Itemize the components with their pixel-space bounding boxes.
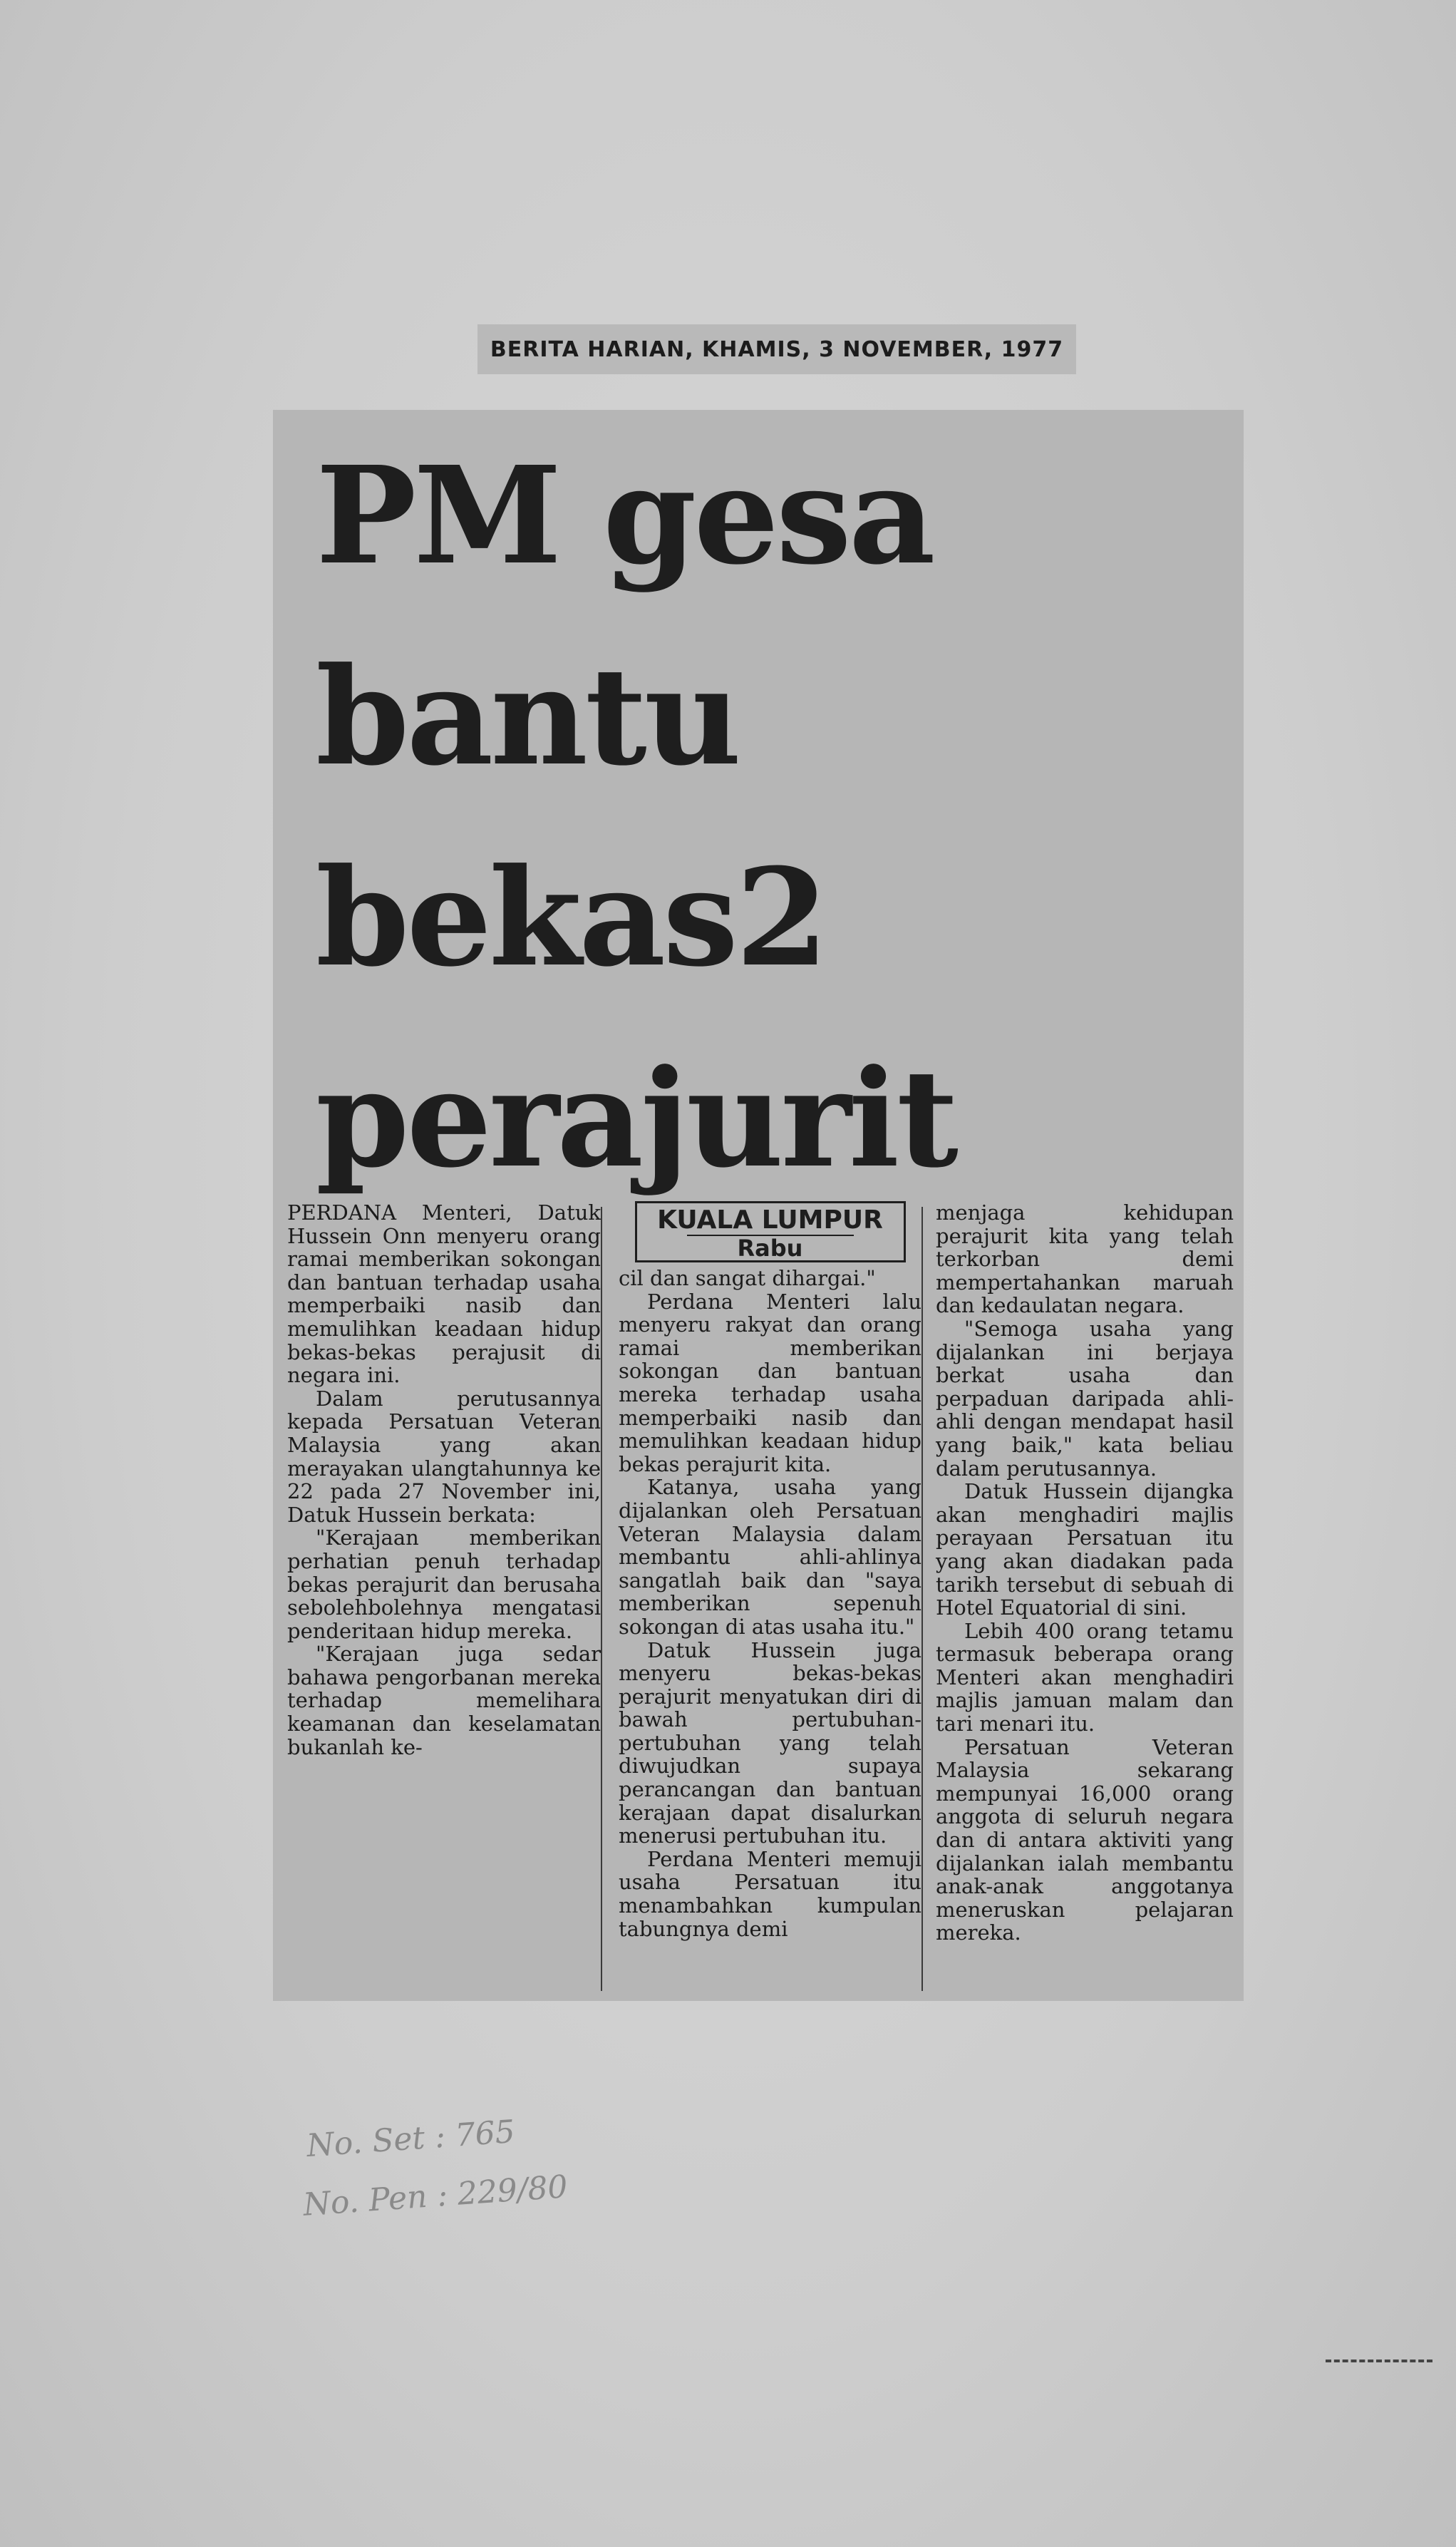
article-paragraph: menjaga kehidupan perajurit kita yang telah terkorban demi mempertahankan maruah dan kedaulatan negara. bbox=[936, 1200, 1234, 1318]
article-paragraph: Lebih 400 orang tetamu termasuk beberapa orang Menteri akan menghadiri majlis jamuan malam dan tari menari itu. bbox=[936, 1618, 1234, 1736]
article-column-1 bbox=[287, 1201, 601, 1759]
article-paragraph: Katanya, usaha yang dijalankan oleh Persatuan Veteran Malaysia dalam membantu ahli-ahlinya sangatlah baik dan "saya memberikan sepenuh sokongan di atas usaha itu." bbox=[619, 1475, 921, 1639]
article-paragraph: "Semoga usaha yang dijalankan ini berjaya berkat usaha dan perpaduan daripada ahli-ahli dengan mendapat hasil yang baik," kata beliau dalam perutusannya. bbox=[936, 1316, 1234, 1481]
column-divider bbox=[601, 1207, 602, 1991]
headline-line-1: PM gesa bbox=[316, 437, 933, 595]
article-paragraph: cil dan sangat dihargai." bbox=[619, 1266, 876, 1290]
dateline-day: Rabu bbox=[687, 1235, 854, 1260]
article-paragraph: PERDANA Menteri, Datuk Hussein Onn menyeru orang ramai memberikan sokongan dan bantuan terhadap usaha memperbaiki nasib dan memulihkan keadaan hidup bekas-bekas perajusit di negara ini. bbox=[287, 1200, 601, 1388]
article-paragraph: "Kerajaan memberikan perhatian penuh terhadap bekas perajurit dan berusaha sebolehbolehnya mengatasi penderitaan hidup mereka. bbox=[287, 1525, 601, 1643]
article-paragraph: Datuk Hussein juga menyeru bekas-bekas perajurit menyatukan diri di bawah pertubuhan-pertubuhan yang telah diwujudkan supaya perancangan dan bantuan kerajaan dapat disalurkan menerusi pertubuhan itu. bbox=[619, 1637, 921, 1848]
article-paragraph: Datuk Hussein dijangka akan menghadiri majlis perayaan Persatuan itu yang akan diadakan pada tarikh tersebut di sebuah di Hotel Equatorial di sini. bbox=[936, 1479, 1234, 1620]
article-column-2 bbox=[619, 1201, 921, 1940]
article-paragraph: Perdana Menteri lalu menyeru rakyat dan orang ramai memberikan sokongan dan bantuan mereka terhadap usaha memperbaiki nasib dan memulihkan keadaan hidup bekas perajurit kita. bbox=[619, 1289, 921, 1476]
dateline-city: KUALA LUMPUR bbox=[657, 1205, 883, 1235]
newspaper-clipping bbox=[273, 410, 1244, 2001]
handwritten-note-set: No. Set : 765 bbox=[305, 2113, 517, 2165]
column-divider bbox=[921, 1207, 923, 1991]
headline-line-4: perajurit bbox=[316, 1040, 956, 1198]
handwritten-note-pen: No. Pen : 229/80 bbox=[301, 2168, 569, 2223]
headline-line-3: bekas2 bbox=[316, 839, 826, 997]
headline bbox=[316, 416, 1228, 1220]
article-column-3 bbox=[936, 1201, 1234, 1945]
dateline-text: BERITA HARIAN, KHAMIS, 3 NOVEMBER, 1977 bbox=[490, 336, 1064, 362]
headline-line-2: bantu bbox=[316, 638, 739, 796]
scan-edge-marks bbox=[1326, 2360, 1432, 2367]
dateline-box bbox=[635, 1201, 906, 1262]
article-paragraph: "Kerajaan juga sedar bahawa pengorbanan mereka terhadap memelihara keamanan dan keselamatan bukanlah ke- bbox=[287, 1642, 601, 1759]
article-paragraph: Perdana Menteri memuji usaha Persatuan itu menambahkan kumpulan tabungnya demi bbox=[619, 1846, 921, 1941]
newspaper-dateline bbox=[477, 324, 1076, 374]
article-paragraph: Dalam perutusannya kepada Persatuan Veteran Malaysia yang akan merayakan ulangtahunnya ke 22 pada 27 November ini, Datuk Hussein berkata: bbox=[287, 1386, 601, 1527]
article-paragraph: Persatuan Veteran Malaysia sekarang mempunyai 16,000 orang anggota di seluruh negara dan di antara aktiviti yang dijalankan ialah membantu anak-anak anggotanya meneruskan pelajaran mereka. bbox=[936, 1734, 1234, 1945]
